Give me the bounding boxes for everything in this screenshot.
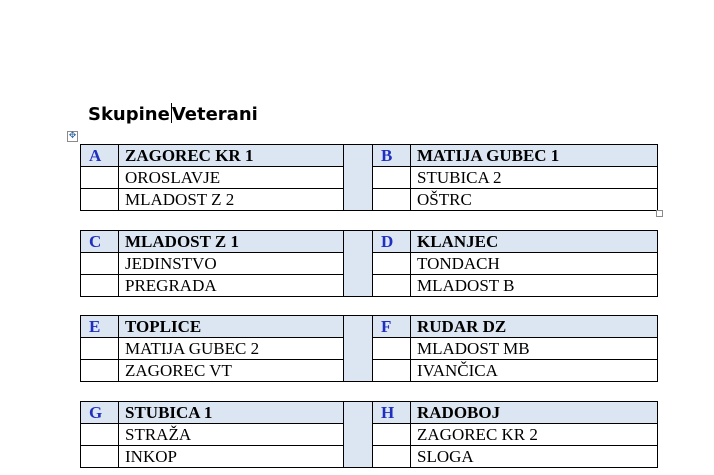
empty-cell[interactable] (81, 189, 119, 211)
team-cell[interactable]: OROSLAVJE (119, 167, 344, 189)
team-cell[interactable]: MLADOST Z 1 (119, 231, 344, 253)
group-letter: G (81, 402, 119, 424)
empty-cell[interactable] (373, 253, 411, 275)
team-cell[interactable]: STUBICA 2 (411, 167, 658, 189)
group-letter: E (81, 316, 119, 338)
empty-cell[interactable] (81, 253, 119, 275)
team-cell[interactable]: MATIJA GUBEC 2 (119, 338, 344, 360)
group-separator (344, 316, 373, 382)
empty-cell[interactable] (81, 424, 119, 446)
table-header-row (81, 145, 658, 167)
groups-table-ab (80, 144, 658, 211)
empty-cell[interactable] (373, 275, 411, 297)
empty-cell[interactable] (373, 338, 411, 360)
empty-cell[interactable] (81, 446, 119, 468)
team-cell[interactable]: SLOGA (411, 446, 658, 468)
team-cell[interactable]: IVANČICA (411, 360, 658, 382)
table-resize-handle-icon[interactable] (656, 210, 663, 217)
empty-cell[interactable] (81, 167, 119, 189)
team-cell[interactable]: RUDAR DZ (411, 316, 658, 338)
team-cell[interactable]: ZAGOREC KR 2 (411, 424, 658, 446)
team-cell[interactable]: MLADOST MB (411, 338, 658, 360)
empty-cell[interactable] (373, 167, 411, 189)
team-cell[interactable]: ZAGOREC VT (119, 360, 344, 382)
title-text-before-cursor: Skupine (88, 104, 170, 125)
groups-table-cd (80, 230, 658, 297)
team-cell[interactable]: TONDACH (411, 253, 658, 275)
team-cell[interactable]: MATIJA GUBEC 1 (411, 145, 658, 167)
team-cell[interactable]: RADOBOJ (411, 402, 658, 424)
team-cell[interactable]: STUBICA 1 (119, 402, 344, 424)
group-letter: D (373, 231, 411, 253)
group-letter: A (81, 145, 119, 167)
group-separator (344, 145, 373, 211)
team-cell[interactable]: MLADOST Z 2 (119, 189, 344, 211)
empty-cell[interactable] (81, 275, 119, 297)
group-letter: F (373, 316, 411, 338)
empty-cell[interactable] (373, 424, 411, 446)
empty-cell[interactable] (373, 360, 411, 382)
table-header-row (81, 402, 658, 424)
team-cell[interactable]: STRAŽA (119, 424, 344, 446)
group-letter: H (373, 402, 411, 424)
groups-table-ef (80, 315, 658, 382)
empty-cell[interactable] (373, 189, 411, 211)
team-cell[interactable]: TOPLICE (119, 316, 344, 338)
empty-cell[interactable] (373, 446, 411, 468)
empty-cell[interactable] (81, 360, 119, 382)
team-cell[interactable]: MLADOST B (411, 275, 658, 297)
document-title[interactable] (88, 103, 258, 127)
title-text-after-cursor: Veterani (171, 104, 258, 125)
empty-cell[interactable] (81, 338, 119, 360)
group-letter: B (373, 145, 411, 167)
team-cell[interactable]: KLANJEC (411, 231, 658, 253)
table-move-handle-icon[interactable]: ✥ (68, 131, 77, 141)
group-separator (344, 231, 373, 297)
table-header-row (81, 316, 658, 338)
team-cell[interactable]: INKOP (119, 446, 344, 468)
group-separator (344, 402, 373, 468)
table-header-row (81, 231, 658, 253)
team-cell[interactable]: PREGRADA (119, 275, 344, 297)
team-cell[interactable]: JEDINSTVO (119, 253, 344, 275)
team-cell[interactable]: OŠTRC (411, 189, 658, 211)
groups-table-gh (80, 401, 658, 468)
group-letter: C (81, 231, 119, 253)
team-cell[interactable]: ZAGOREC KR 1 (119, 145, 344, 167)
